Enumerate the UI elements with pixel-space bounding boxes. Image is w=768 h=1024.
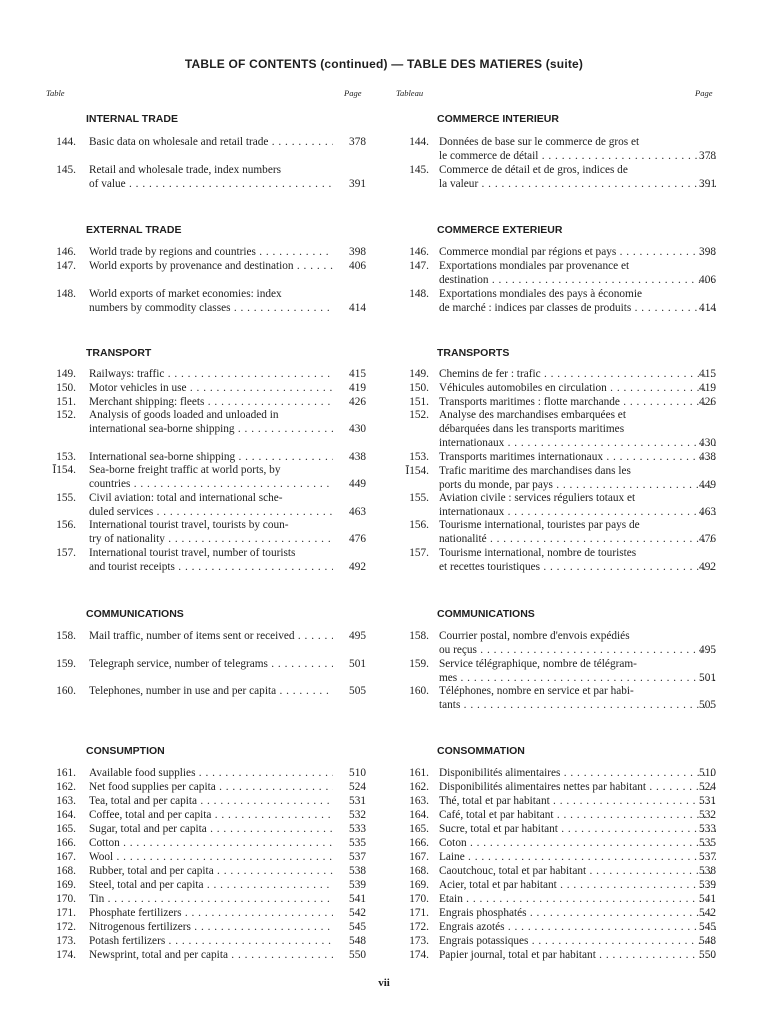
section-heading: COMMERCE EXTERIEUR xyxy=(437,224,563,236)
section-heading: COMMUNICATIONS xyxy=(437,608,535,620)
page-number: 532 xyxy=(699,809,716,821)
page-number: 539 xyxy=(349,879,366,891)
entry-title-line: mes . . . xyxy=(439,672,716,686)
page-title: TABLE OF CONTENTS (continued) — TABLE DES MATIERES (suite) xyxy=(184,57,584,71)
entry-title-line: Phosphate fertilizers . . . xyxy=(89,907,333,921)
table-number: 162. xyxy=(56,781,76,793)
entry-title xyxy=(439,823,716,837)
entry-title-line: Motor vehicles in use . . . xyxy=(89,382,333,396)
page-number: 378 xyxy=(349,136,366,148)
section-heading: EXTERNAL TRADE xyxy=(86,224,182,236)
entry-title-line: Steel, total and per capita . . . xyxy=(89,879,333,893)
table-number: 165. xyxy=(409,823,429,835)
entry-title xyxy=(439,368,716,382)
page-folio: vii xyxy=(378,977,390,989)
right-table-column-header: Tableau xyxy=(396,88,424,98)
entry-title-line: Coton . . . xyxy=(439,837,716,851)
section-heading: INTERNAL TRADE xyxy=(86,113,178,125)
page-number: 414 xyxy=(349,301,366,314)
entry-title-line: of value . . . xyxy=(89,178,333,192)
table-number: 155. xyxy=(56,492,76,504)
entry-title-line: Téléphones, nombre en service et par habi- xyxy=(439,685,634,697)
table-number: 170. xyxy=(409,893,429,905)
table-number: 171. xyxy=(409,907,429,919)
entry-title xyxy=(439,260,716,288)
page-number: 398 xyxy=(699,246,716,258)
entry-title xyxy=(439,465,716,493)
entry-title-line: international sea-borne shipping . . . xyxy=(89,423,333,437)
entry-title xyxy=(439,879,716,893)
page-number: 492 xyxy=(699,560,716,573)
entry-title-line: Transports maritimes : flotte marchande . . . xyxy=(439,396,716,410)
table-number: 165. xyxy=(56,823,76,835)
entry-title-line: Caoutchouc, total et par habitant . . . xyxy=(439,865,716,879)
entry-title xyxy=(439,809,716,823)
page-number: 419 xyxy=(349,382,366,394)
entry-title-line: Service télégraphique, nombre de télégram- xyxy=(439,658,637,670)
table-number: 156. xyxy=(409,519,429,531)
table-number: 159. xyxy=(409,658,429,670)
table-number: 162. xyxy=(409,781,429,793)
page-number: 542 xyxy=(699,907,716,919)
entry-title-line: internationaux . . . xyxy=(439,506,716,520)
entry-title xyxy=(89,288,333,316)
table-number: 157. xyxy=(56,547,76,559)
entry-title xyxy=(439,409,716,450)
entry-title-line: International tourist travel, tourists by coun- xyxy=(89,519,289,531)
entry-title-line: Sucre, total et par habitant . . . xyxy=(439,823,716,837)
table-number: 160. xyxy=(409,685,429,697)
entry-title-line: Tourisme international, touristes par pays de xyxy=(439,519,640,531)
entry-title xyxy=(89,907,333,921)
entry-title-line: Wool . . . xyxy=(89,851,333,865)
page-number: 415 xyxy=(699,368,716,380)
table-number: 166. xyxy=(409,837,429,849)
table-number: 146. xyxy=(409,246,429,258)
entry-title xyxy=(439,492,716,520)
table-number: 151. xyxy=(409,396,429,408)
entry-title-line: Railways: traffic . . . xyxy=(89,368,333,382)
entry-title xyxy=(439,658,716,686)
table-number: 169. xyxy=(409,879,429,891)
entry-title-line: Newsprint, total and per capita . . . xyxy=(89,949,333,963)
entry-title-line: countries . . . xyxy=(89,478,333,492)
page-number: 510 xyxy=(349,767,366,779)
page-number: 541 xyxy=(699,893,716,905)
table-number: 153. xyxy=(409,451,429,463)
page-number: 510 xyxy=(699,767,716,779)
entry-title-line: Engrais azotés . . . xyxy=(439,921,716,935)
page-number: 524 xyxy=(349,781,366,793)
entry-title-line: Available food supplies . . . xyxy=(89,767,333,781)
page-number: 505 xyxy=(349,685,366,697)
table-number: 146. xyxy=(56,246,76,258)
page-number: 533 xyxy=(699,823,716,835)
entry-title-line: Mail traffic, number of items sent or received . . . xyxy=(89,630,333,644)
entry-title xyxy=(439,246,716,260)
entry-title-line: Telephones, number in use and per capita . . . xyxy=(89,685,333,699)
page-number: 548 xyxy=(699,935,716,947)
entry-title-line: Nitrogenous fertilizers . . . xyxy=(89,921,333,935)
table-number: 167. xyxy=(56,851,76,863)
table-number: 144. xyxy=(409,136,429,148)
table-number: 159. xyxy=(56,658,76,670)
entry-title xyxy=(89,685,333,699)
page-number: 550 xyxy=(699,949,716,961)
left-table-column-header: Table xyxy=(46,88,65,98)
entry-title xyxy=(89,809,333,823)
table-number: 145. xyxy=(409,164,429,176)
entry-title xyxy=(439,837,716,851)
page-number: 533 xyxy=(349,823,366,835)
page-number: 545 xyxy=(349,921,366,933)
page-number: 419 xyxy=(699,382,716,394)
entry-title xyxy=(89,464,333,492)
entry-title xyxy=(89,519,333,547)
table-number: 169. xyxy=(56,879,76,891)
page-number: 532 xyxy=(349,809,366,821)
page-number: 538 xyxy=(699,865,716,877)
entry-title-line: World trade by regions and countries . . . xyxy=(89,246,333,260)
page-number: 430 xyxy=(699,436,716,449)
entry-title-line: débarquées dans les transports maritimes xyxy=(439,422,625,435)
table-number: 163. xyxy=(56,795,76,807)
entry-title xyxy=(89,368,333,382)
page-number: 406 xyxy=(699,273,716,286)
entry-title-line: try of nationality . . . xyxy=(89,533,333,547)
entry-title-line: Cotton . . . xyxy=(89,837,333,851)
page-number: 415 xyxy=(349,368,366,380)
entry-title-line: Courrier postal, nombre d'envois expédiés xyxy=(439,630,630,642)
section-heading: COMMERCE INTERIEUR xyxy=(437,113,559,125)
entry-title xyxy=(439,851,716,865)
entry-title xyxy=(89,837,333,851)
entry-title xyxy=(89,136,333,150)
entry-title-line: International tourist travel, number of tourists xyxy=(89,547,296,559)
entry-title-line: Basic data on wholesale and retail trade . . . xyxy=(89,136,333,150)
table-number: 172. xyxy=(56,921,76,933)
entry-title xyxy=(439,907,716,921)
entry-title-line: tants . . . xyxy=(439,699,716,713)
page-number: 537 xyxy=(699,851,716,863)
table-number: 149. xyxy=(409,368,429,380)
entry-title-line: Véhicules automobiles en circulation . . . xyxy=(439,382,716,396)
entry-title-line: Disponibilités alimentaires . . . xyxy=(439,767,716,781)
entry-title-line: nationalité . . . xyxy=(439,533,716,547)
entry-title xyxy=(89,658,333,672)
page-number: 378 xyxy=(699,149,716,162)
entry-title-line: Tea, total and per capita . . . xyxy=(89,795,333,809)
entry-title-line: Café, total et par habitant . . . xyxy=(439,809,716,823)
table-number: 161. xyxy=(409,767,429,779)
entry-title xyxy=(439,547,716,575)
table-number: 160. xyxy=(56,685,76,697)
entry-title-line: Net food supplies per capita . . . xyxy=(89,781,333,795)
table-number: 153. xyxy=(56,451,76,463)
page-number: 463 xyxy=(349,505,366,518)
entry-title xyxy=(89,164,333,192)
page-number: 449 xyxy=(349,477,366,490)
table-number: 152. xyxy=(56,409,76,421)
entry-title-line: Engrais phosphatés . . . xyxy=(439,907,716,921)
entry-title-line: de marché : indices par classes de produits . . . xyxy=(439,302,716,316)
table-number: 148. xyxy=(409,288,429,300)
entry-title xyxy=(89,630,333,644)
entry-title xyxy=(89,260,333,274)
entry-title-line: ou reçus . . . xyxy=(439,644,716,658)
page-number: 501 xyxy=(349,658,366,670)
table-number: 152. xyxy=(409,409,429,421)
entry-title-line: Civil aviation: total and international sche- xyxy=(89,492,283,504)
entry-title xyxy=(89,893,333,907)
table-number: Ī154. xyxy=(405,465,429,477)
entry-title-line: Sugar, total and per capita . . . xyxy=(89,823,333,837)
page-number: 541 xyxy=(349,893,366,905)
entry-title xyxy=(89,879,333,893)
page-number: 539 xyxy=(699,879,716,891)
page-number: 548 xyxy=(349,935,366,947)
table-number: Ī154. xyxy=(52,464,76,476)
table-number: 147. xyxy=(56,260,76,272)
entry-title-line: et recettes touristiques . . . xyxy=(439,561,716,575)
page-number: 391 xyxy=(699,177,716,190)
entry-title xyxy=(89,823,333,837)
page-number: 438 xyxy=(349,451,366,463)
table-number: 158. xyxy=(409,630,429,642)
entry-title xyxy=(89,921,333,935)
entry-title-line: ports du monde, par pays . . . xyxy=(439,479,716,493)
entry-title-line: Tin . . . xyxy=(89,893,333,907)
page-number: 476 xyxy=(349,532,366,545)
entry-title xyxy=(439,865,716,879)
table-number: 151. xyxy=(56,396,76,408)
table-number: 158. xyxy=(56,630,76,642)
table-number: 145. xyxy=(56,164,76,176)
section-heading: CONSUMPTION xyxy=(86,745,165,757)
entry-title-line: la valeur . . . xyxy=(439,178,716,192)
entry-title-line: Thé, total et par habitant . . . xyxy=(439,795,716,809)
page-number: 524 xyxy=(699,781,716,793)
entry-title-line: Retail and wholesale trade, index numbers xyxy=(89,164,281,176)
entry-title-line: Données de base sur le commerce de gros et xyxy=(439,136,640,148)
page-number: 538 xyxy=(349,865,366,877)
entry-title xyxy=(439,795,716,809)
page-number: 505 xyxy=(699,698,716,711)
entry-title-line: Chemins de fer : trafic . . . xyxy=(439,368,716,382)
entry-title-line: Transports maritimes internationaux . . . xyxy=(439,451,716,465)
page-number: 495 xyxy=(699,643,716,656)
entry-title-line: duled services . . . xyxy=(89,506,333,520)
entry-title-line: Disponibilités alimentaires nettes par habitant . . . xyxy=(439,781,716,795)
section-heading: COMMUNICATIONS xyxy=(86,608,184,620)
table-number: 148. xyxy=(56,288,76,300)
table-number: 157. xyxy=(409,547,429,559)
entry-title-line: Engrais potassiques . . . xyxy=(439,935,716,949)
entry-title xyxy=(439,136,716,164)
entry-title xyxy=(439,382,716,396)
page-number: 537 xyxy=(349,851,366,863)
section-heading: TRANSPORT xyxy=(86,347,152,359)
page-number: 426 xyxy=(349,396,366,408)
page-number: 495 xyxy=(349,630,366,642)
entry-title-line: Commerce mondial par régions et pays . . . xyxy=(439,246,716,260)
entry-title-line: World exports of market economies: index xyxy=(89,288,282,300)
entry-title xyxy=(439,396,716,410)
table-number: 166. xyxy=(56,837,76,849)
entry-title xyxy=(89,851,333,865)
table-number: 156. xyxy=(56,519,76,531)
page-number: 492 xyxy=(349,560,366,573)
entry-title xyxy=(439,949,716,963)
table-number: 149. xyxy=(56,368,76,380)
entry-title xyxy=(89,409,333,437)
table-number: 161. xyxy=(56,767,76,779)
table-number: 167. xyxy=(409,851,429,863)
table-number: 168. xyxy=(56,865,76,877)
table-number: 150. xyxy=(409,382,429,394)
page-number: 391 xyxy=(349,177,366,190)
entry-title xyxy=(439,893,716,907)
page-number: 449 xyxy=(699,478,716,491)
table-number: 172. xyxy=(409,921,429,933)
entry-title-line: International sea-borne shipping . . . xyxy=(89,451,333,465)
entry-title xyxy=(439,164,716,192)
entry-title xyxy=(439,921,716,935)
entry-title xyxy=(89,246,333,260)
page-number: 531 xyxy=(349,795,366,807)
table-number: 170. xyxy=(56,893,76,905)
table-number: 173. xyxy=(56,935,76,947)
page-number: 438 xyxy=(699,451,716,463)
entry-title xyxy=(89,949,333,963)
entry-title xyxy=(89,492,333,520)
entry-title-line: Rubber, total and per capita . . . xyxy=(89,865,333,879)
page-number: 426 xyxy=(699,396,716,408)
right-page-column-header: Page xyxy=(695,88,713,98)
left-page-column-header: Page xyxy=(344,88,362,98)
page-number: 550 xyxy=(349,949,366,961)
entry-title-line: Sea-borne freight traffic at world ports, by xyxy=(89,464,281,476)
page-number: 542 xyxy=(349,907,366,919)
entry-title-line: destination . . . xyxy=(439,274,716,288)
table-number: 173. xyxy=(409,935,429,947)
entry-title xyxy=(439,935,716,949)
entry-title xyxy=(89,382,333,396)
page-number: 414 xyxy=(699,301,716,314)
entry-title xyxy=(439,781,716,795)
entry-title-line: Aviation civile : services réguliers totaux et xyxy=(439,492,636,504)
entry-title-line: Papier journal, total et par habitant . . . xyxy=(439,949,716,963)
entry-title xyxy=(89,767,333,781)
table-number: 144. xyxy=(56,136,76,148)
page-number: 501 xyxy=(699,671,716,684)
page-number: 406 xyxy=(349,260,366,272)
entry-title-line: Potash fertilizers . . . xyxy=(89,935,333,949)
entry-title-line: Coffee, total and per capita . . . xyxy=(89,809,333,823)
table-number: 168. xyxy=(409,865,429,877)
table-number: 150. xyxy=(56,382,76,394)
table-number: 163. xyxy=(409,795,429,807)
page-number: 535 xyxy=(349,837,366,849)
entry-title xyxy=(439,519,716,547)
table-number: 171. xyxy=(56,907,76,919)
entry-title-line: internationaux . . . xyxy=(439,437,716,451)
page-number: 476 xyxy=(699,532,716,545)
entry-title-line: World exports by provenance and destination . . . xyxy=(89,260,333,274)
entry-title-line: Etain . . . xyxy=(439,893,716,907)
entry-title-line: Exportations mondiales des pays à économie xyxy=(439,288,642,300)
entry-title xyxy=(89,781,333,795)
entry-title-line: le commerce de détail . . . xyxy=(439,150,716,164)
entry-title xyxy=(439,767,716,781)
entry-title xyxy=(439,288,716,316)
table-number: 174. xyxy=(56,949,76,961)
table-number: 164. xyxy=(409,809,429,821)
table-number: 174. xyxy=(409,949,429,961)
table-number: 147. xyxy=(409,260,429,272)
entry-title-line: Tourisme international, nombre de touristes xyxy=(439,547,637,559)
entry-title xyxy=(89,547,333,575)
entry-title xyxy=(89,396,333,410)
entry-title-line: numbers by commodity classes . . . xyxy=(89,302,333,316)
entry-title xyxy=(439,685,716,713)
entry-title-line: Analysis of goods loaded and unloaded in xyxy=(89,409,279,421)
page-number: 398 xyxy=(349,246,366,258)
entry-title-line: Analyse des marchandises embarquées et xyxy=(439,409,626,421)
page-number: 545 xyxy=(699,921,716,933)
entry-title-line: and tourist receipts . . . xyxy=(89,561,333,575)
entry-title-line: Exportations mondiales par provenance et xyxy=(439,260,630,272)
entry-title xyxy=(89,795,333,809)
page-number: 430 xyxy=(349,422,366,435)
table-number: 164. xyxy=(56,809,76,821)
entry-title xyxy=(89,451,333,465)
entry-title-line: Acier, total et par habitant . . . xyxy=(439,879,716,893)
table-number: 155. xyxy=(409,492,429,504)
section-heading: CONSOMMATION xyxy=(437,745,525,757)
page-number: 535 xyxy=(699,837,716,849)
page-number: 531 xyxy=(699,795,716,807)
entry-title xyxy=(439,451,716,465)
entry-title-line: Trafic maritime des marchandises dans les xyxy=(439,465,631,477)
entry-title-line: Merchant shipping: fleets . . . xyxy=(89,396,333,410)
entry-title-line: Telegraph service, number of telegrams . . . xyxy=(89,658,333,672)
section-heading: TRANSPORTS xyxy=(437,347,510,359)
entry-title-line: Commerce de détail et de gros, indices de xyxy=(439,164,628,176)
entry-title xyxy=(89,865,333,879)
page-number: 463 xyxy=(699,505,716,518)
entry-title-line: Laine . . . xyxy=(439,851,716,865)
entry-title xyxy=(439,630,716,658)
entry-title xyxy=(89,935,333,949)
